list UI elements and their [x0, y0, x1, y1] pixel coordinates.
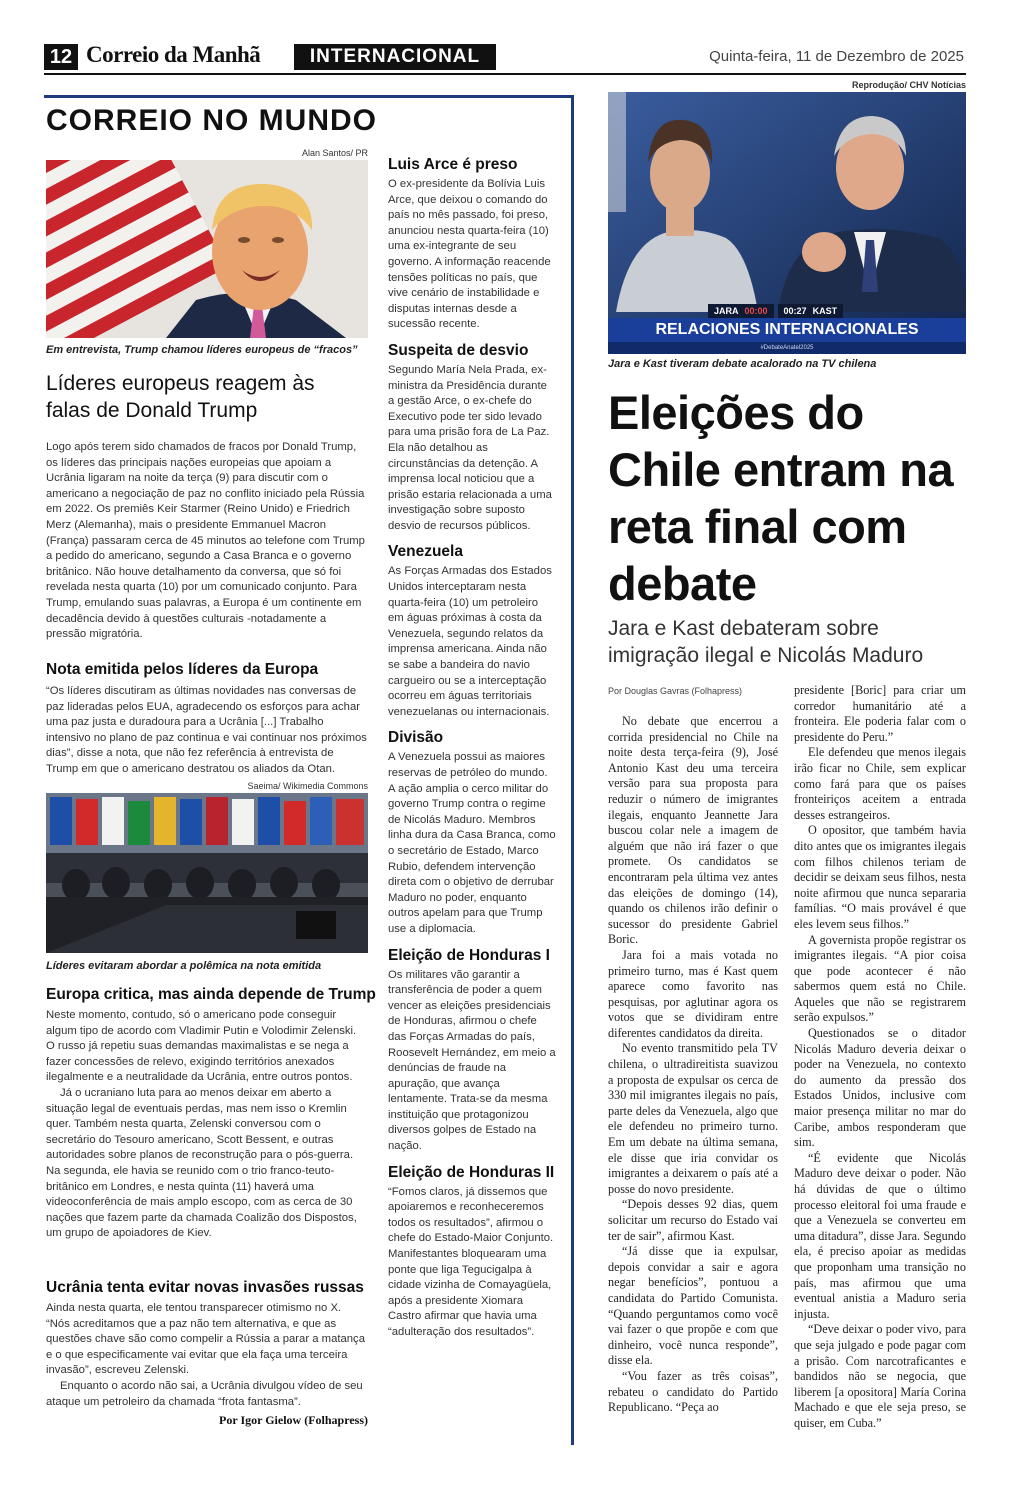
- brief-text: Segundo María Nela Prada, ex-ministra da Presidência durante a gestão Arce, o ex-chefe do Executivo pode ter sido levado para uma prisão fora de La Paz. Ela não detalhou as circunstâncias da detenção. A imprensa local noticiou que a prisão estaria relacionada a uma investigação sobre suposto desvio de recursos públicos.: [388, 363, 552, 532]
- section-label: INTERNACIONAL: [294, 44, 496, 70]
- trump-photo: [46, 160, 368, 338]
- main-photo-caption: Jara e Kast tiveram debate acalorado na TV chilena: [608, 358, 877, 370]
- main-paragraph: No debate que encerrou a corrida presidencial no Chile na noite desta terça-feira (9), José Antonio Kast deu uma terceira versão para sua proposta para reduzir o número de imigrantes ilegais, enquanto Jeannette Jara buscou colar nele a imagem de alguém que não irá fazer o que promete. Os candidatos se encontraram pela última vez antes das eleições de domingo (14), quando os chilenos irão definir o sucessor do presidente Gabriel Boric.: [608, 714, 778, 947]
- photo1-caption: Em entrevista, Trump chamou líderes europeus de “fracos”: [46, 344, 358, 356]
- box-top-rule: [44, 95, 574, 98]
- issue-date: Quinta-feira, 11 de Dezembro de 2025: [709, 48, 964, 65]
- summit-photo-illustration: [46, 793, 368, 953]
- main-headline: Eleições do Chile entram na reta final com debate: [608, 386, 954, 610]
- brief-title: Venezuela: [388, 543, 463, 561]
- brief-text: “Fomos claros, já dissemos que apoiaremos e reconheceremos todos os resultados”, afirmou o chefe do Estado-Maior Conjunto. Manifestantes bloquearam uma ponte que liga Tegucigalpa à cidade vizinha de Comayagüela, após a presidente Xiomara Castro afirmar que havia uma “adulteração dos resultados”.: [388, 1185, 554, 1338]
- section2-title: Europa critica, mas ainda depende de Trump: [46, 986, 376, 1003]
- summit-photo: [46, 793, 368, 953]
- box-headline: Líderes europeus reagem às falas de Donald Trump: [46, 372, 315, 422]
- section2-paragraph-1: Neste momento, contudo, só o americano pode conseguir algum tipo de acordo com Vladimir Putin e Volodimir Zelenski. O russo já repetiu suas demandas maximalistas e se nega a fazer concessões de relevo, exigindo territórios anexados ilegalmente e a neutralidade da Ucrânia, entre outros pontos.: [46, 1009, 357, 1084]
- main-paragraph: Ele defendeu que menos ilegais irão ficar no Chile, sem explicar como fará para que os países fronteiriços aceitem a entrada desses estrangeiros.: [794, 745, 966, 822]
- debate-photo: [608, 92, 966, 354]
- brief-honduras-1: [388, 947, 556, 1155]
- brief-arce: [388, 156, 556, 333]
- brief-divisao: [388, 729, 556, 937]
- tv-name-right: KAST: [812, 306, 838, 316]
- section3-paragraph-2: Enquanto o acordo não sai, a Ucrânia divulgou vídeo de seu ataque um petroleiro da chamada “frota fantasma”.: [46, 1379, 363, 1408]
- tv-name-left: JARA: [714, 306, 739, 316]
- section3-title: Ucrânia tenta evitar novas invasões russas: [46, 1279, 364, 1296]
- main-paragraph: Jara foi a mais votada no primeiro turno, mas é Kast quem aparece como favorito nas pesquisas, por aglutinar agora os votos que se dividiram entre diferentes candidatos da direita.: [608, 947, 778, 1040]
- brief-text: O ex-presidente da Bolívia Luis Arce, que deixou o comando do país no mês passado, foi preso, anunciou nesta quarta-feira (10) uma ex-integrante de seu governo. A informação reacende tensões políticas no país, que vive cenário de instabilidade e disputas internas desde a sucessão recente.: [388, 178, 551, 331]
- section3-paragraph-1: Ainda nesta quarta, ele tentou transparecer otimismo no X. “Nós acreditamos que a paz não tem alternativa, e que as questões chave são como compelir a Rússia a parar a matança e o que especificamente vai evitar que ela faça uma terceira invasão”, escreveu Zelenski.: [46, 1302, 365, 1377]
- brief-honduras-2: [388, 1164, 556, 1341]
- main-paragraph: “Vou fazer as três coisas”, rebateu o candidato do Partido Republicano. “Peça ao: [608, 1368, 778, 1415]
- brief-text: As Forças Armadas dos Estados Unidos interceptaram nesta quarta-feira (10) um petroleiro em águas próximas à costa da Venezuela, segundo relatos da imprensa americana. Ainda não se sabe a bandeira do navio cargueiro ou se a interceptação ocorreu em águas territoriais venezuelanas ou internacionais.: [388, 565, 552, 718]
- box-intro-paragraph: Logo após terem sido chamados de fracos por Donald Trump, os líderes das principais nações europeias que apoiam a Ucrânia ligaram na noite da terça (9) para discutir com o americano a negociação de paz no conflito iniciado pela Rússia em 2022. Os premiês Keir Starmer (Reino Unido) e Friedrich Merz (Alemanha), mais o presidente Emmanuel Macron (França) passaram cerca de 45 minutos ao telefone com Trump a pedido do americano, segundo a Casa Branca e o governo britânico. Não houve detalhamento da conversa, que só foi revelada nesta quarta (10) por um comunicado conjunto. Para Trump, emulando suas palavras, a Europa é um continente em decadência devido à questões culturais -notadamente a pressão migratória.: [46, 441, 365, 641]
- section2-body: [46, 1008, 368, 1242]
- section3-body: [46, 1301, 368, 1410]
- main-paragraph: “Deve deixar o poder vivo, para que seja julgado e pode pagar com a prisão. Com narcotraficantes e bandidos não se negocia, que liberem [a opositora] María Corina Machado e que ele seja preso, se quiser, em Cuba.”: [794, 1322, 966, 1430]
- brief-title: Eleição de Honduras I: [388, 946, 550, 964]
- box-signature: Por Igor Gielow (Folhapress): [219, 1413, 368, 1427]
- tv-lower-third: [708, 304, 843, 318]
- brief-title: Divisão: [388, 729, 444, 747]
- brief-title: Luis Arce é preso: [388, 156, 518, 173]
- photo2-caption: Líderes evitaram abordar a polêmica na nota emitida: [46, 960, 322, 972]
- brief-text: Os militares vão garantir a transferência de poder a quem vencer as eleições presidenciais de Honduras, afirmou o chefe das Forças Armadas do país, Roosevelt Hernández, em meio a denúncias de fraude na apuração, que avança lentamente. Trata-se da mesma instituição que protagonizou diversos golpes de Estado na nação.: [388, 968, 556, 1153]
- main-paragraph: “É evidente que Nicolás Maduro deve deixar o poder. Não há dúvidas de que o último processo eleitoral foi uma fraude e que a Venezuela se converteu em uma ditadura”, disse Jara. Segundo ela, é preciso apoiar as medidas que proponham uma transição no país, mas afirmou que uma eventual anistia a Maduro seria injusta.: [794, 1150, 966, 1321]
- section1-body: [46, 684, 368, 778]
- tv-time-right: 00:27: [783, 306, 807, 316]
- newspaper-brand: Correio da Manhã: [86, 42, 261, 67]
- section2-paragraph-2: Já o ucraniano luta para ao menos deixar em aberto a situação legal de eventuais perdas, mas nem isso o Kremlin quer. Também nesta quarta, Zelenski conversou com o secretário do Tesouro americano, Scott Bessent, e outras autoridades sobre planos de reconstrução para o pós-guerra. Na segunda, ele havia se reunido com o trio franco-teuto-britânico em Londres, e nesta quinta (11) haverá uma videoconferência de mais amplo escopo, com as cerca de 30 nações que fazem parte da chamada Coalizão dos Dispostos, um grupo de apoiadores de Kiev.: [46, 1086, 357, 1240]
- trump-photo-illustration: [46, 160, 368, 338]
- section1-paragraph: “Os líderes discutiram as últimas novidades nas conversas de paz lideradas pelos EUA, agradecendo os esforços para achar uma paz justa e duradoura para a Ucrânia [...] Trabalho intensivo no plano de paz continua e vai continuar nos próximos dias”, disse a nota, que não fez referência à entrevista de Trump em que o americano destratou os aliados da Otan.: [46, 685, 367, 775]
- brief-desvio: [388, 342, 556, 535]
- main-photo-credit: Reprodução/ CHV Notícias: [851, 80, 966, 90]
- photo1-credit: Alan Santos/ PR: [301, 148, 368, 158]
- main-paragraph: O opositor, que também havia dito antes que os imigrantes ilegais com filhos chilenos teriam de decidir se deixam seus filhos, nesta noite afirmou que nunca separaria famílias. “O mais provável é que eles levem seus filhos.”: [794, 823, 966, 931]
- main-paragraph: presidente [Boric] para criar um corredor humanitário até a fronteira. Ele poderia falar com o presidente do Peru.”: [794, 683, 966, 744]
- timer-right: [778, 304, 844, 318]
- page-number: 12: [44, 44, 78, 70]
- photo2-credit: Saeima/ Wikimedia Commons: [247, 781, 368, 791]
- main-column-2: [794, 683, 966, 1432]
- section1-title: Nota emitida pelos líderes da Europa: [46, 661, 319, 678]
- header-rule: [44, 73, 966, 75]
- brief-text: A Venezuela possui as maiores reservas de petróleo do mundo. A ação amplia o cerco militar do governo Trump contra o regime de Nicolás Maduro. Membros linha dura da Casa Branca, como o secretário de Estado, Marco Rubio, defendem intervenção direta com o objetivo de derrubar Maduro no poder, enquanto outros apelam para que Trump use a diplomacia.: [388, 751, 556, 935]
- tv-banner: RELACIONES INTERNACIONALES: [608, 318, 966, 342]
- main-subhead: Jara e Kast debateram sobre imigração ilegal e Nicolás Maduro: [608, 617, 924, 667]
- column-divider: [571, 95, 574, 1445]
- main-byline: Por Douglas Gavras (Folhapress): [608, 686, 743, 696]
- main-column-1: [608, 714, 778, 1416]
- box-intro: [46, 440, 368, 643]
- tv-time-left: 00:00: [744, 306, 768, 316]
- box-title: CORREIO NO MUNDO: [46, 104, 377, 137]
- main-paragraph: “Já disse que ia expulsar, depois convidar a sair e agora negar benefícios”, pontuou a candidata do Partido Comunista. “Quando perguntamos como você vai fazer o que propõe e com que dinheiro, você nunca responde”, disse ela.: [608, 1244, 778, 1368]
- tv-hashtag: #DebateAnatel2025: [608, 342, 966, 354]
- brief-title: Eleição de Honduras II: [388, 1163, 555, 1181]
- main-paragraph: “Depois desses 92 dias, quem solicitar um recurso do Estado vai ter de sair”, afirmou Kast.: [608, 1197, 778, 1243]
- brief-title: Suspeita de desvio: [388, 341, 529, 359]
- main-paragraph: Questionados se o ditador Nicolás Maduro deveria deixar o poder na Venezuela, no contexto do aumento da pressão dos Estados Unidos, inclusive com maior presença militar no mar do Caribe, ambos responderam que sim.: [794, 1026, 966, 1150]
- briefs-column: [388, 156, 556, 1341]
- brief-venezuela: [388, 543, 556, 720]
- main-paragraph: A governista propõe registrar os imigrantes ilegais. “A pior coisa que pode acontecer é não sabermos quem está no Chile. Aqueles que não se registrarem serão expulsos.”: [794, 932, 966, 1025]
- main-paragraph: No evento transmitido pela TV chilena, o ultradireitista suavizou a proposta de expulsar os cerca de 330 mil imigrantes ilegais no país, parte deles da Venezuela, algo que ele defendeu no primeiro turno. Em um debate na última semana, ele disse que iria convidar os imigrantes a deixarem o país até a posse do novo presidente.: [608, 1041, 778, 1196]
- timer-left: [708, 304, 774, 318]
